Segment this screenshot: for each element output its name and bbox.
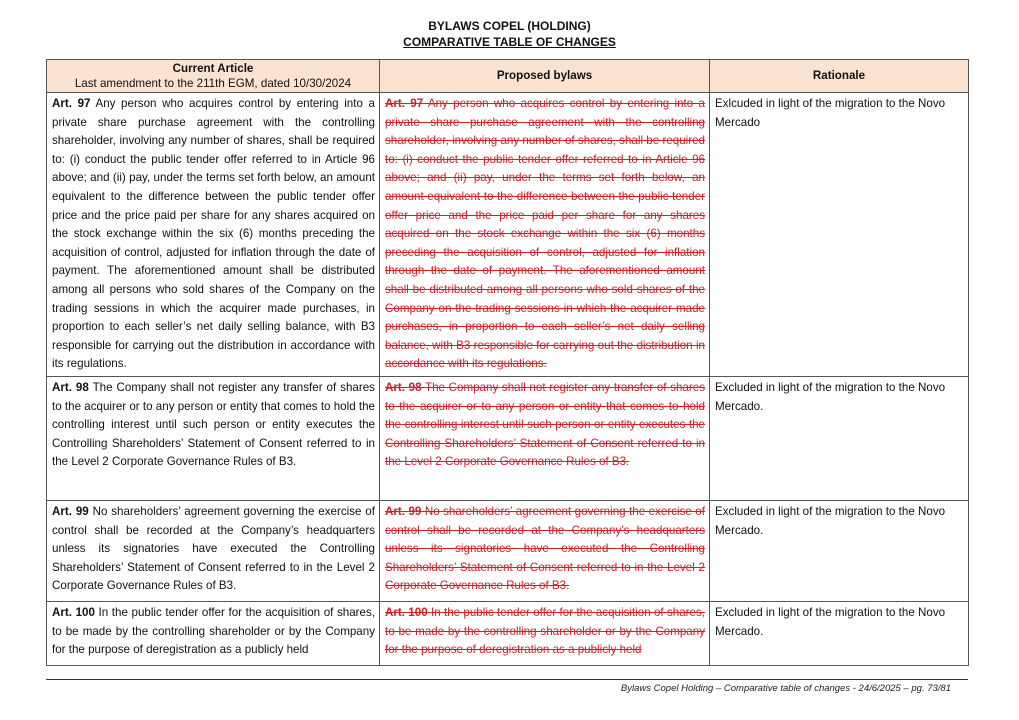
current-article-cell xyxy=(47,500,380,601)
rationale-cell: Excluded in light of the migration to the Novo Mercado. xyxy=(710,601,969,665)
rationale-cell: Excluded in light of the migration to the Novo Mercado. xyxy=(710,500,969,601)
article-number: Art. 98 xyxy=(385,380,422,394)
article-number: Art. 100 xyxy=(52,605,95,619)
proposed-bylaws-cell xyxy=(380,500,710,601)
column-header-proposed: Proposed bylaws xyxy=(380,60,710,93)
rationale-cell: Excluded in light of the migration to the Novo Mercado. xyxy=(710,376,969,500)
article-number: Art. 98 xyxy=(52,380,89,394)
comparative-table xyxy=(46,59,969,666)
article-text: No shareholders’ agreement governing the exercise of control shall be recorded at the Company’s headquarters unless its signatories have executed the Controlling Shareholders’ Statement of Consent referred to in the Level 2 Corporate Governance Rules of B3. xyxy=(385,504,705,593)
rationale-cell: Exlcuded in light of the migration to the Novo Mercado xyxy=(710,93,969,377)
article-text: The Company shall not register any transfer of shares to the acquirer or to any person or entity that comes to hold the controlling interest until such person or entity executes the Controlling Shareholders’ Statement of Consent referred to in the Level 2 Corporate Governance Rules of B3. xyxy=(385,380,705,469)
article-number: Art. 97 xyxy=(385,97,424,110)
table-row xyxy=(47,500,969,601)
article-text: The Company shall not register any transfer of shares to the acquirer or to any person or entity that comes to hold the controlling interest until such person or entity executes the Controlling Shareholders’ Statement of Consent referred to in the Level 2 Corporate Governance Rules of B3. xyxy=(52,380,375,469)
column-header-current-subtitle: Last amendment to the 211th EGM, dated 10/30/2024 xyxy=(74,77,352,90)
article-text: No shareholders’ agreement governing the exercise of control shall be recorded at the Company’s headquarters unless its signatories have executed the Controlling Shareholders’ Statement of Consent referred to in the Level 2 Corporate Governance Rules of B3. xyxy=(52,504,375,593)
table-row xyxy=(47,376,969,500)
article-number: Art. 97 xyxy=(52,97,91,110)
page-footer: Bylaws Copel Holding – Comparative table of changes - 24/6/2025 – pg. 73/81 xyxy=(620,683,951,694)
column-header-current-title: Current Article xyxy=(172,62,254,75)
table-row xyxy=(47,601,969,665)
proposed-bylaws-cell xyxy=(380,376,710,500)
column-header-rationale: Rationale xyxy=(710,60,969,93)
article-text: In the public tender offer for the acquisition of shares, to be made by the controlling shareholder or by the Company for the purpose of deregistration as a publicly held xyxy=(385,605,705,657)
document-subtitle: COMPARATIVE TABLE OF CHANGES xyxy=(403,35,616,49)
current-article-cell xyxy=(47,376,380,500)
article-text: Any person who acquires control by entering into a private share purchase agreement with the controlling shareholder, involving any number of shares, shall be required to: (i) conduct the public tender offer referred to in Article 96 above; and (ii) pay, under the terms set forth below, an amount equivalent to the difference between the public tender offer price and the price paid per share for any shares acquired on the stock exchange within the six (6) months preceding the acquisition of control, adjusted for inflation through the date of payment. The aforementioned amount shall be distributed among all persons who sold shares of the Company on the trading sessions in which the acquirer made purchases, in proportion to each seller’s net daily selling balance, with B3 responsible for carrying out the distribution in accordance with its regulations. xyxy=(52,97,375,371)
table-header-row xyxy=(47,60,969,93)
article-number: Art. 99 xyxy=(52,504,89,518)
document-header xyxy=(0,18,1019,50)
current-article-cell xyxy=(47,601,380,665)
article-number: Art. 100 xyxy=(385,605,428,619)
article-text: Any person who acquires control by entering into a private share purchase agreement with the controlling shareholder, involving any number of shares, shall be required to: (i) conduct the public tender offer referred to in Article 96 above; and (ii) pay, under the terms set forth below, an amount equivalent to the difference between the public tender offer price and the price paid per share for any shares acquired on the stock exchange within the six (6) months preceding the acquisition of control, adjusted for inflation through the date of payment. The aforementioned amount shall be distributed among all persons who sold shares of the Company on the trading sessions in which the acquirer made purchases, in proportion to each seller’s net daily selling balance, with B3 responsible for carrying out the distribution in accordance with its regulations. xyxy=(385,97,705,371)
document-title: BYLAWS COPEL (HOLDING) xyxy=(428,19,591,33)
table-row xyxy=(47,93,969,377)
proposed-bylaws-cell xyxy=(380,601,710,665)
article-number: Art. 99 xyxy=(385,504,422,518)
current-article-cell xyxy=(47,93,380,377)
article-text: In the public tender offer for the acquisition of shares, to be made by the controlling shareholder or by the Company for the purpose of deregistration as a publicly held xyxy=(52,605,375,657)
proposed-bylaws-cell xyxy=(380,93,710,377)
footer-divider xyxy=(46,679,968,680)
column-header-current xyxy=(47,60,380,93)
